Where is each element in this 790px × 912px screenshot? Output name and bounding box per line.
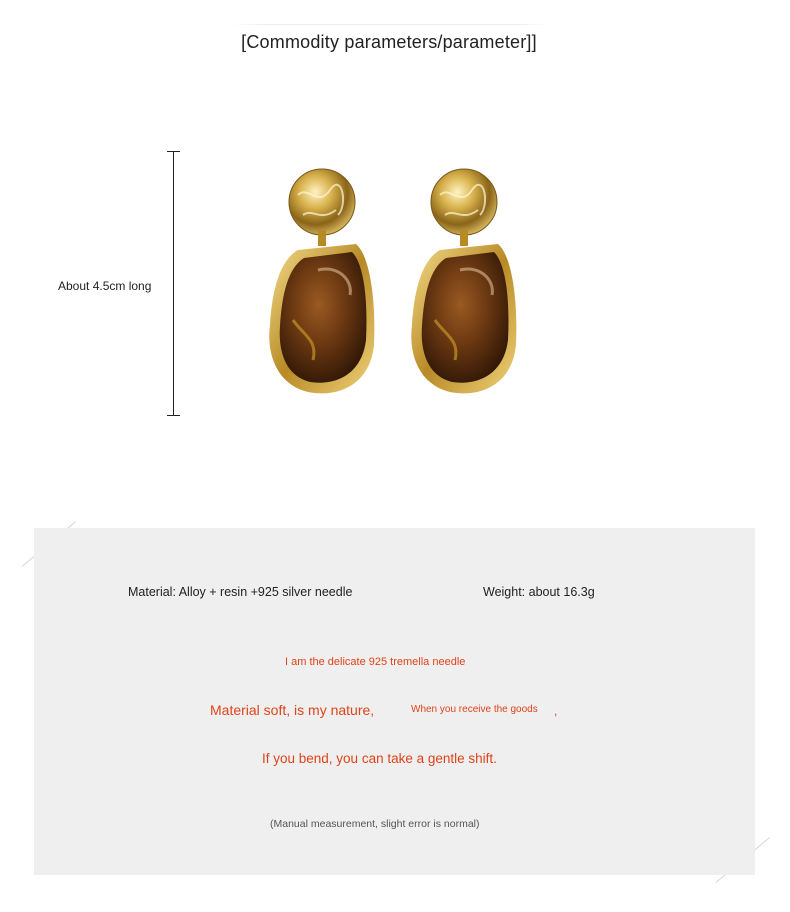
dimension-cap-bottom — [167, 415, 180, 416]
message-line-3: If you bend, you can take a gentle shift. — [262, 751, 497, 766]
message-line-2-small: When you receive the goods — [411, 704, 538, 715]
title-rule — [232, 24, 548, 25]
dimension-cap-top — [167, 151, 180, 152]
message-line-1: I am the delicate 925 tremella needle — [285, 656, 466, 668]
earring-left — [269, 169, 374, 393]
message-line-2-comma: , — [554, 704, 558, 718]
footnote: (Manual measurement, slight error is normal) — [270, 818, 480, 830]
dimension-label: About 4.5cm long — [58, 279, 152, 293]
material-spec: Material: Alloy + resin +925 silver needle — [128, 585, 353, 599]
earring-right — [411, 169, 516, 393]
page-title: [Commodity parameters/parameter]] — [241, 32, 537, 52]
spec-panel — [34, 528, 755, 875]
product-image — [258, 160, 538, 410]
message-line-2: Material soft, is my nature, — [210, 702, 375, 718]
weight-spec: Weight: about 16.3g — [483, 585, 595, 599]
dimension-line — [173, 151, 174, 415]
